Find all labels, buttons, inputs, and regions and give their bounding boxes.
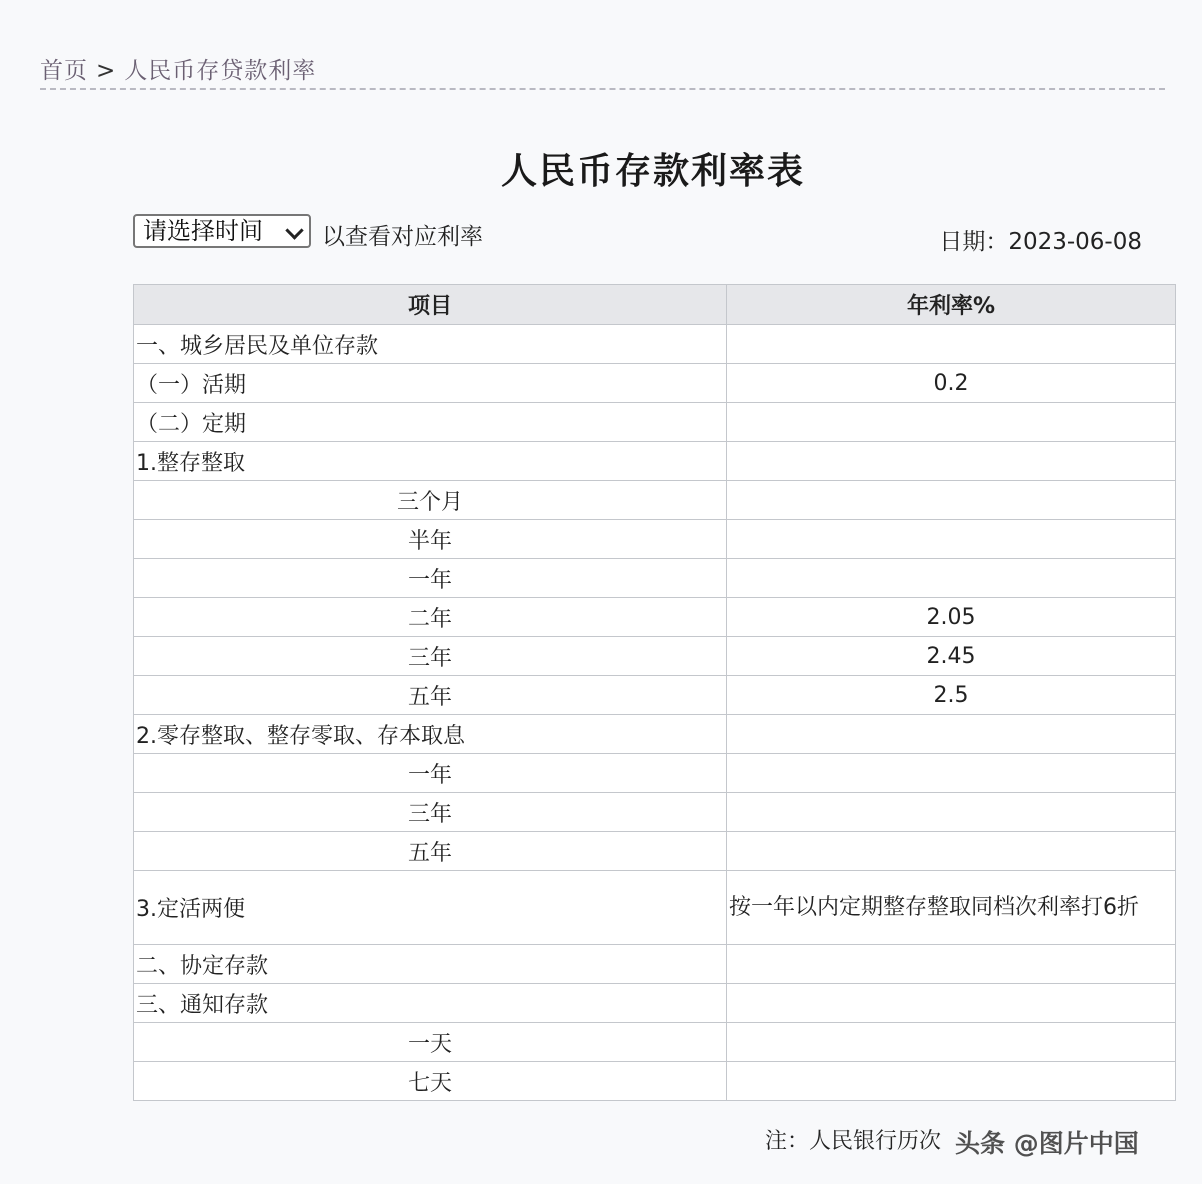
row-item-cell: 三年 <box>134 793 727 832</box>
row-item-cell: 二年 <box>134 598 727 637</box>
row-item-cell: 七天 <box>134 1062 727 1101</box>
row-item-cell: 五年 <box>134 832 727 871</box>
row-item-cell: （一）活期 <box>134 364 727 403</box>
header-rate: 年利率% <box>727 285 1176 325</box>
row-item-cell: 一年 <box>134 559 727 598</box>
breadcrumb-separator: > <box>96 58 117 84</box>
chevron-down-icon <box>285 221 303 239</box>
row-rate-cell <box>727 984 1176 1023</box>
row-rate-cell <box>727 403 1176 442</box>
table-row <box>134 442 1176 481</box>
select-hint-text: 以查看对应利率 <box>322 224 483 250</box>
row-rate-cell: 2.45 <box>727 637 1176 676</box>
table-row <box>134 598 1176 637</box>
table-row <box>134 754 1176 793</box>
row-item-cell: 三个月 <box>134 481 727 520</box>
row-rate-cell: 0.2 <box>727 364 1176 403</box>
row-item-cell: 一天 <box>134 1023 727 1062</box>
row-item-cell: 1.整存整取 <box>134 442 727 481</box>
page-title: 人民币存款利率表 <box>500 151 805 192</box>
row-item-cell: 半年 <box>134 520 727 559</box>
table-row <box>134 945 1176 984</box>
breadcrumb <box>40 52 316 85</box>
table-row <box>134 793 1176 832</box>
header-item: 项目 <box>134 285 727 325</box>
table-header-row <box>134 285 1176 325</box>
row-item-cell: 二、协定存款 <box>134 945 727 984</box>
row-item-cell: 一年 <box>134 754 727 793</box>
row-rate-cell <box>727 520 1176 559</box>
table-row <box>134 520 1176 559</box>
row-item-cell: 三年 <box>134 637 727 676</box>
table-row <box>134 637 1176 676</box>
row-rate-cell <box>727 1062 1176 1101</box>
row-rate-cell: 按一年以内定期整存整取同档次利率打6折 <box>727 871 1176 945</box>
row-item-cell: 五年 <box>134 676 727 715</box>
row-item-cell: 2.零存整取、整存零取、存本取息 <box>134 715 727 754</box>
footnote: 注：人民银行历次 <box>765 1129 942 1154</box>
row-rate-cell: 2.05 <box>727 598 1176 637</box>
row-rate-cell <box>727 754 1176 793</box>
row-rate-cell <box>727 793 1176 832</box>
table-row <box>134 559 1176 598</box>
row-rate-cell: 2.5 <box>727 676 1176 715</box>
table-row <box>134 364 1176 403</box>
row-item-cell: 一、城乡居民及单位存款 <box>134 325 727 364</box>
table-row <box>134 984 1176 1023</box>
table-row <box>134 832 1176 871</box>
watermark: 头条 @图片中国 <box>955 1129 1139 1158</box>
row-rate-cell <box>727 832 1176 871</box>
row-rate-cell <box>727 481 1176 520</box>
rate-table-body <box>134 325 1176 1101</box>
table-row <box>134 481 1176 520</box>
rate-table <box>133 284 1176 1101</box>
row-rate-cell <box>727 325 1176 364</box>
row-item-cell: 三、通知存款 <box>134 984 727 1023</box>
table-row <box>134 676 1176 715</box>
row-rate-cell <box>727 945 1176 984</box>
row-rate-cell <box>727 442 1176 481</box>
table-row <box>134 403 1176 442</box>
row-rate-cell <box>727 559 1176 598</box>
date-label: 日期：2023-06-08 <box>939 229 1142 255</box>
table-row <box>134 325 1176 364</box>
row-item-cell: 3.定活两便 <box>134 871 727 945</box>
table-row <box>134 1062 1176 1101</box>
table-row <box>134 871 1176 945</box>
table-row <box>134 715 1176 754</box>
row-rate-cell <box>727 1023 1176 1062</box>
breadcrumb-current[interactable]: 人民币存贷款利率 <box>124 58 317 84</box>
row-rate-cell <box>727 715 1176 754</box>
time-select-value: 请选择时间 <box>143 217 263 245</box>
breadcrumb-home-link[interactable]: 首页 <box>40 58 88 84</box>
row-item-cell: （二）定期 <box>134 403 727 442</box>
table-row <box>134 1023 1176 1062</box>
dashed-divider <box>40 88 1165 90</box>
time-select[interactable] <box>133 214 311 248</box>
